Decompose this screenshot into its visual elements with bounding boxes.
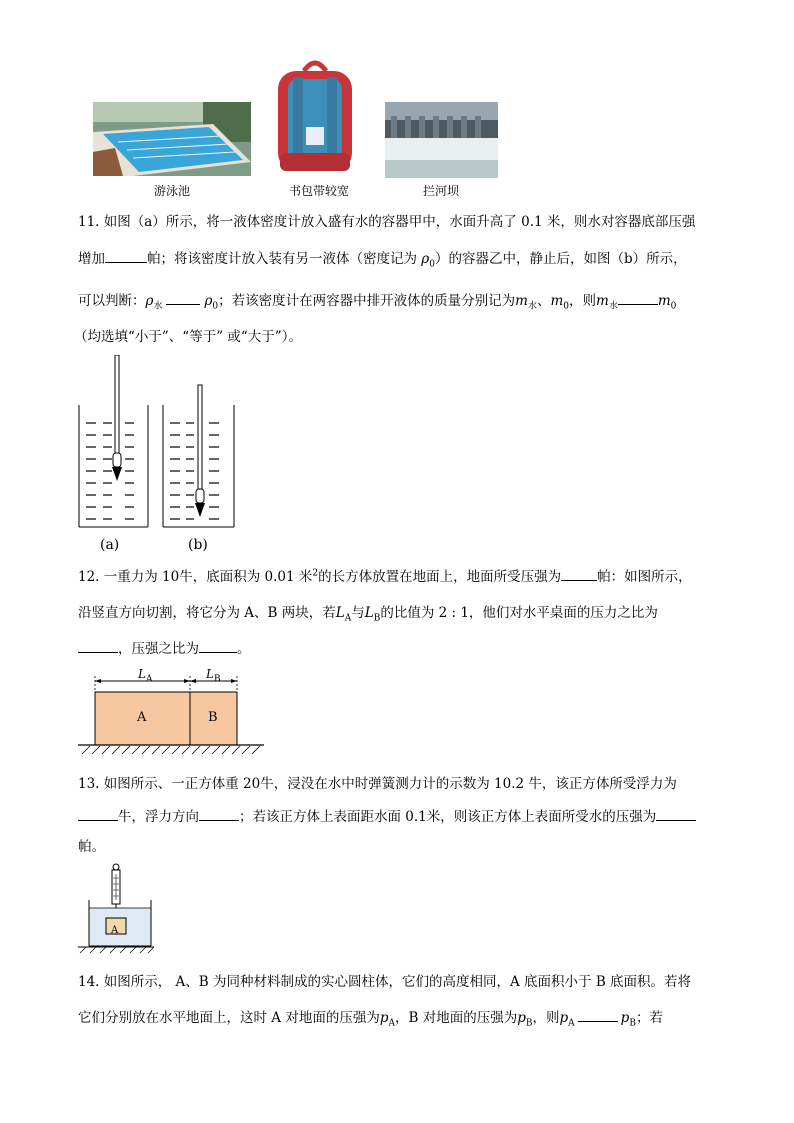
q12-line-1 [78,565,692,585]
q11-answer-blank-2[interactable] [166,292,200,305]
subscript: 水 [608,301,618,312]
subscript: 水 [527,301,537,312]
q14-answer-blank-1[interactable] [578,1009,618,1022]
q12-text: 与 [351,605,365,621]
subscript: 0 [212,301,219,312]
q13-answer-blank-3[interactable] [656,808,696,821]
L-symbol: L [364,605,374,621]
q13-answer-blank-2[interactable] [199,808,239,821]
q13-line-2 [78,805,696,825]
subscript: B [213,674,221,685]
q12-text: 的比值为 2 : 1，他们对水平桌面的压力之比为 [380,605,658,621]
q14-line-2 [78,1006,663,1029]
caption-swimming-pool: 游泳池 [153,184,190,198]
label-LA [138,667,152,684]
q11-answer-blank-3[interactable] [618,292,658,305]
q12-text: ，压强之比为 [118,641,199,657]
photo-backpack [268,57,362,177]
L-symbol: L [335,605,345,621]
q11-text: 可以判断： [78,293,146,309]
q13-line-3: 帕。 [78,839,105,855]
q12-text: 帕：如图所示， [597,569,692,585]
q12-text: 12. 一重力为 10牛，底面积为 0.01 米 [78,569,313,585]
q11-text: 帕；将该密度计放入装有另一液体（密度记为 [147,251,422,267]
p-symbol: p [517,1010,526,1026]
q11-line-4: （均选填“小于”、“等于” 或“大于”）。 [74,329,302,345]
rho-symbol: ρ [145,293,154,309]
q14-text: 它们分别放在水平地面上，这时 A 对地面的压强为 [78,1010,380,1026]
q14-text: ；若 [635,1010,663,1026]
q12-text: 沿竖直方向切割，将它分为 A、B 两块，若 [78,605,336,621]
block-B-label: B [208,710,218,725]
q12-answer-blank-3[interactable] [199,640,237,653]
q11-answer-blank-1[interactable] [105,250,147,263]
superscript: 2 [312,568,319,579]
caption-backpack: 书包带较宽 [288,184,349,198]
q12-answer-blank-1[interactable] [561,568,597,581]
q14-text: ，B 对地面的压强为 [395,1010,518,1026]
label-LB [206,667,221,684]
subscript: A [145,674,153,685]
m-symbol: m [550,293,564,309]
q13-text: 牛，浮力方向 [118,809,199,825]
rho-symbol: ρ [204,293,213,309]
block-diagram [76,664,268,756]
cube-A-label: A [111,925,119,936]
block-A-label: A [137,710,147,725]
q11-line-3 [78,289,676,312]
subscript: B [373,613,381,624]
q12-text: 。 [237,641,251,657]
q11-line-2 [78,247,687,270]
subscript: 水 [153,301,163,312]
subscript: A [568,1018,575,1029]
subscript: 0 [670,301,677,312]
q11-text: ）的容器乙中，静止后，如图（b）所示， [434,251,687,267]
q12-text: 的长方体放置在地面上，地面所受压强为 [318,569,562,585]
m-symbol: m [657,293,671,309]
m-symbol: m [515,293,528,309]
q14-line-1: 14. 如图所示， A、B 为同种材料制成的实心圆柱体，它们的高度相同，A 底面积小于 B 底面积。若将 [78,974,692,990]
q11-text: ，则 [569,293,596,309]
q12-line-2 [78,601,658,624]
photo-swimming-pool [93,102,251,176]
subscript: B [629,1018,636,1029]
subscript: B [525,1018,533,1029]
spring-scale-figure [76,862,156,954]
subscript: 0 [563,301,569,312]
figure-label-a: (a) [100,537,120,553]
q11-text: ；若该密度计在两容器中排开液体的质量分别记为 [218,293,516,309]
p-symbol: p [559,1010,569,1026]
q11-text: 、 [536,293,551,309]
m-symbol: m [596,293,609,309]
rho-symbol: ρ [421,251,430,267]
L-symbol: L [206,667,214,681]
q12-line-3 [78,637,251,657]
q11-text: 增加 [78,251,105,267]
p-symbol: p [379,1010,389,1026]
q12-answer-blank-2[interactable] [78,640,118,653]
q13-text: ；若该正方体上表面距水面 0.1米，则该正方体上表面所受水的压强为 [239,809,657,825]
q13-answer-blank-1[interactable] [78,808,118,821]
q14-text: ，则 [532,1010,560,1026]
figure-label-b: (b) [188,537,208,553]
hydrometer-figure [72,355,242,555]
q11-line-1: 11. 如图（a）所示，将一液体密度计放入盛有水的容器甲中，水面升高了 0.1 米，则水对容器底部压强 [78,214,696,230]
subscript: A [388,1018,395,1029]
subscript: A [344,613,352,624]
subscript: 0 [429,259,435,270]
L-symbol: L [138,667,146,681]
p-symbol: p [620,1010,630,1026]
photo-dam [385,102,498,178]
caption-dam: 拦河坝 [422,184,459,198]
q13-line-1: 13. 如图所示、一正方体重 20牛，浸没在水中时弹簧测力计的示数为 10.2 牛，该正方体所受浮力为 [78,776,677,792]
